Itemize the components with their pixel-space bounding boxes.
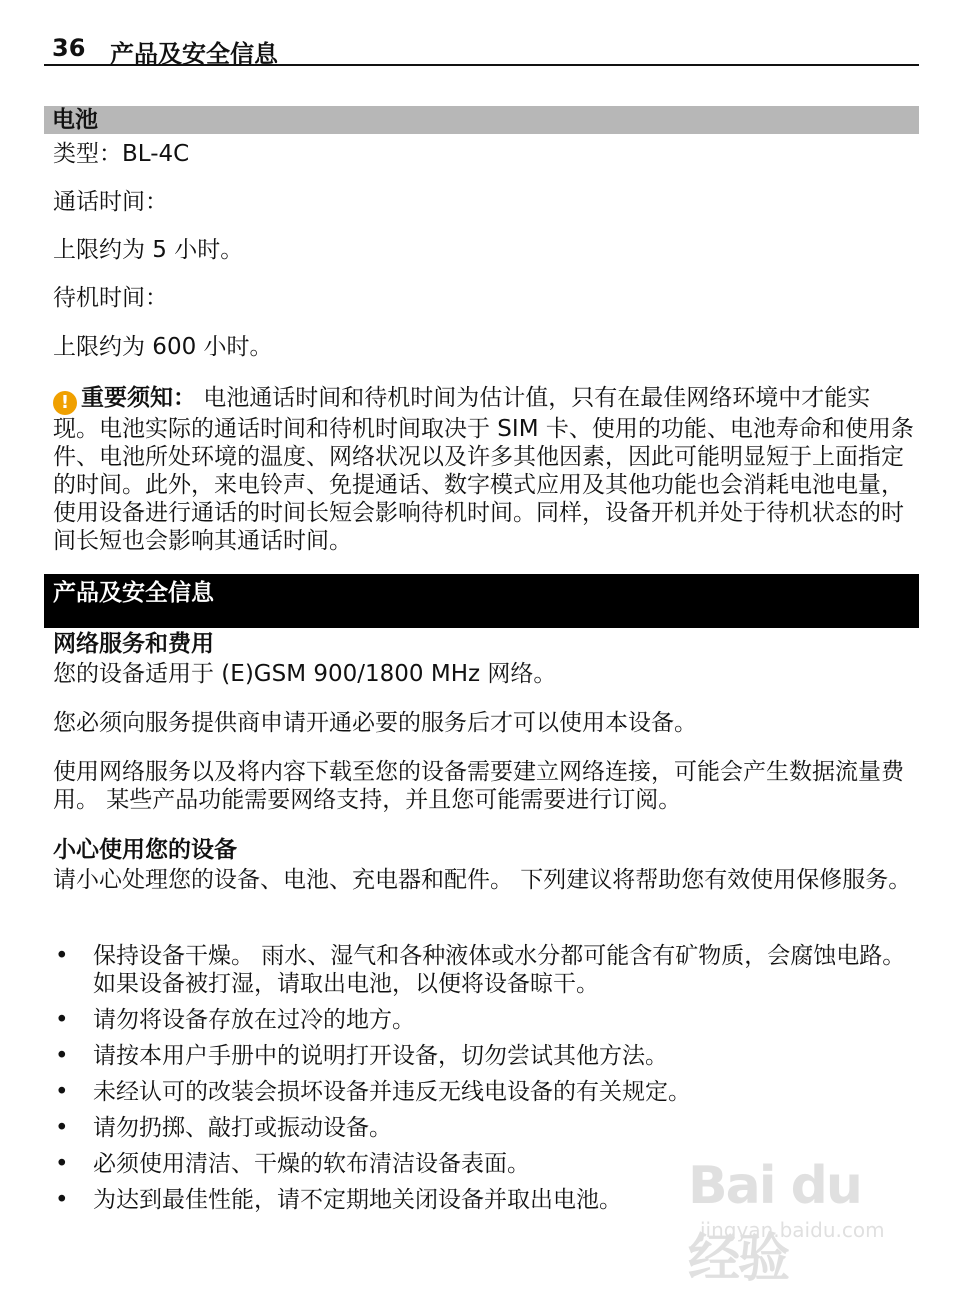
list-item: • 必须使用清洁、干燥的软布清洁设备表面。 xyxy=(55,1151,530,1177)
care-heading: 小心使用您的设备 xyxy=(53,837,237,863)
baidu-watermark xyxy=(688,1150,918,1289)
bullet-icon: • xyxy=(55,1187,69,1213)
notice-label: 重要须知： xyxy=(81,385,196,411)
section-title: 产品及安全信息 xyxy=(53,580,214,606)
section-heading-bar xyxy=(44,574,919,628)
list-item: • 未经认可的改装会损坏设备并违反无线电设备的有关规定。 xyxy=(55,1079,691,1105)
header-title: 产品及安全信息 xyxy=(110,40,278,68)
bullet-icon: • xyxy=(55,943,69,969)
watermark-url: jingyan.baidu.com xyxy=(700,1218,885,1242)
bullet-icon: • xyxy=(55,1079,69,1105)
network-paragraph-3: 使用网络服务以及将内容下载至您的设备需要建立网络连接，可能会产生数据流量费用。 某些产品功能需要网络支持，并且您可能需要进行订阅。 xyxy=(53,759,904,813)
bullet-icon: • xyxy=(55,1115,69,1141)
battery-type: 类型：BL-4C xyxy=(53,141,190,167)
battery-heading: 电池 xyxy=(52,107,98,133)
list-item: • 保持设备干燥。 雨水、湿气和各种液体或水分都可能含有矿物质，会腐蚀电路。 如果设备被打湿，请取出电池，以便将设备晾干。 xyxy=(55,943,906,997)
talk-time-label: 通话时间： xyxy=(53,189,168,215)
list-item: • 为达到最佳性能，请不定期地关闭设备并取出电池。 xyxy=(55,1187,622,1213)
care-intro: 请小心处理您的设备、电池、充电器和配件。 下列建议将帮助您有效使用保修服务。 xyxy=(53,867,912,893)
network-heading: 网络服务和费用 xyxy=(53,631,214,657)
page-number: 36 xyxy=(52,34,86,62)
baidu-logo-icon: Bai du 经验 xyxy=(688,1156,861,1289)
network-paragraph-1: 您的设备适用于 (E)GSM 900/1800 MHz 网络。 xyxy=(53,661,557,687)
bullet-icon: • xyxy=(55,1007,69,1033)
standby-time-label: 待机时间： xyxy=(53,285,168,311)
talk-time-value: 上限约为 5 小时。 xyxy=(53,237,244,263)
important-notice xyxy=(53,384,915,555)
standby-time-value: 上限约为 600 小时。 xyxy=(53,334,273,360)
page-header xyxy=(44,30,919,66)
list-item: • 请按本用户手册中的说明打开设备，切勿尝试其他方法。 xyxy=(55,1043,668,1069)
bullet-icon: • xyxy=(55,1043,69,1069)
list-item: • 请勿扔掷、敲打或振动设备。 xyxy=(55,1115,392,1141)
list-item: • 请勿将设备存放在过冷的地方。 xyxy=(55,1007,415,1033)
warning-icon: ! xyxy=(53,391,77,415)
notice-text: 电池通话时间和待机时间为估计值，只有在最佳网络环境中才能实现。电池实际的通话时间和待机时间取决于 SIM 卡、使用的功能、电池寿命和使用条件、电池所处环境的温度、网络状况以及许多其他因素，因此可能明显短于上面指定的时间。此外，来电铃声、免提通话、数字模式应用及其他功能也会消耗电池电量，使用设备进行通话的时间长短会影响待机时间。同样，设备开机并处于待机状态的时间长短也会影响其通话时间。 xyxy=(53,385,914,554)
battery-heading-bar xyxy=(44,106,919,134)
bullet-icon: • xyxy=(55,1151,69,1177)
network-paragraph-2: 您必须向服务提供商申请开通必要的服务后才可以使用本设备。 xyxy=(53,710,697,736)
